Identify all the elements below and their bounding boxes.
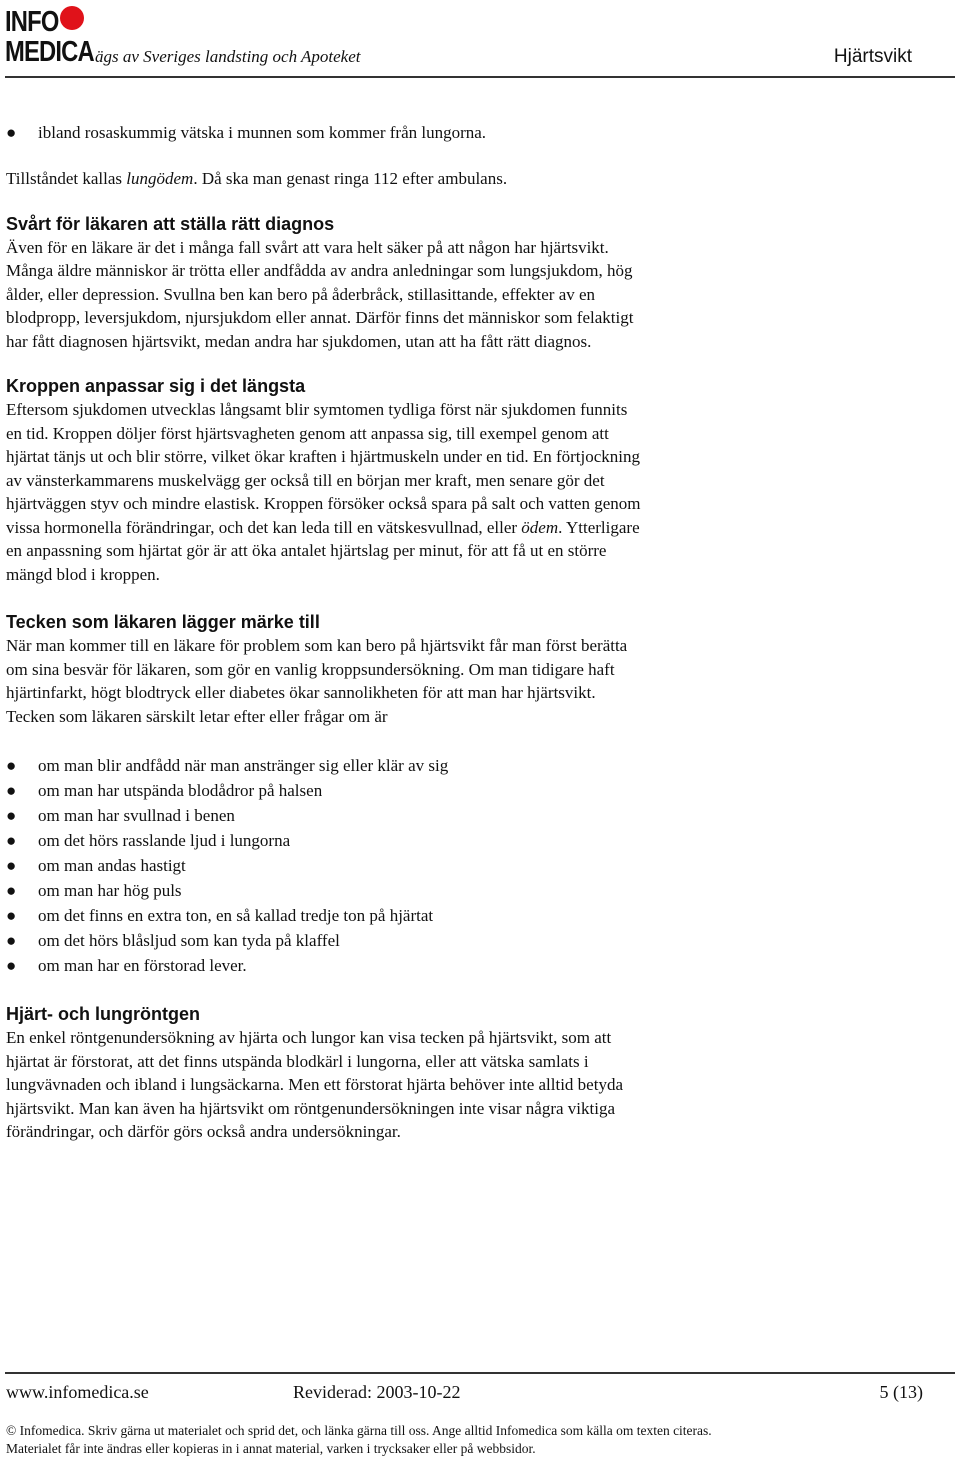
list-item: ● om det hörs rasslande ljud i lungorna bbox=[6, 828, 646, 853]
section-heading-diagnos: Svårt för läkaren att ställa rätt diagnos bbox=[6, 213, 335, 234]
section-heading-anpassar: Kroppen anpassar sig i det längsta bbox=[6, 376, 306, 396]
bullet-icon: ● bbox=[6, 931, 17, 950]
list-item: ● om man andas hastigt bbox=[6, 853, 646, 878]
bullet-icon: ● bbox=[6, 806, 17, 825]
footer-revised-date: Reviderad: 2003-10-22 bbox=[293, 1382, 461, 1402]
infomedica-logo[interactable] bbox=[5, 6, 94, 68]
list-item: ● om det hörs blåsljud som kan tyda på klaffel bbox=[6, 928, 646, 953]
bullet-icon: ● bbox=[6, 831, 17, 850]
document-title: Hjärtsvikt bbox=[833, 46, 912, 67]
page-number: 5 (13) bbox=[879, 1382, 923, 1402]
paragraph-tecken: När man kommer till en läkare för problem som kan bero på hjärtsvikt får man först berätta om sina besvär för läkaren, som gör en vanlig kroppsundersökning. Om man tidigare haft hjärtinfarkt, högt blodtryck eller diabetes ökar sannolikheten för att man har hjärtsvikt. Tecken som läkaren särskilt letar efter eller frågar om är bbox=[6, 636, 628, 726]
paragraph-diagnos: Även för en läkare är det i många fall svårt att vara helt säker på att någon har hjärtsvikt. Många äldre människor är trötta eller andfådda av andra anledningar som lungsjukdom, hög ålder, eller depression. Svullna ben kan bero på åderbråck, stillasittande, effekter av en blodpropp, leversjukdom, njursjukdom eller annat. Därför finns det människor som felaktigt har fått diagnosen hjärtsvikt, medan andra har sjukdomen, utan att ha fått rätt diagnos. bbox=[6, 237, 634, 351]
paragraph-rontgen: En enkel röntgenundersökning av hjärta och lungor kan visa tecken på hjärtsvikt, som att hjärtat är förstorat, att det finns utspända blodkärl i lungorna, eller att vätska samlats i lungvävnaden och ibland i lungsäckarna. Men ett förstorat hjärta behöver inte alltid betyda hjärtsvikt. Man kan även ha hjärtsvikt om röntgenundersökningen inte visar några viktiga förändringar, och därför görs också andra undersökningar. bbox=[6, 1028, 623, 1141]
bullet-icon: ● bbox=[6, 756, 17, 775]
header-tagline: ägs av Sveriges landsting och Apoteket bbox=[95, 47, 361, 66]
list-item-top: ● ibland rosaskummig vätska i munnen som kommer från lungorna. bbox=[6, 120, 646, 145]
header-divider bbox=[5, 76, 955, 78]
footer-divider bbox=[5, 1372, 955, 1374]
logo-line-2: MEDICA bbox=[5, 36, 94, 68]
list-item: ● om man har hög puls bbox=[6, 878, 646, 903]
logo-red-dot bbox=[60, 6, 84, 30]
footer-url-link[interactable]: www.infomedica.se bbox=[6, 1382, 149, 1402]
list-item: ● om man har utspända blodådror på halsen bbox=[6, 778, 646, 803]
paragraph-anpassar: Eftersom sjukdomen utvecklas långsamt blir symtomen tydliga först när sjukdomen funnits en tid. Kroppen döljer först hjärtsvagheten genom att anpassa sig, till exempel genom att hjärtat tänjs ut och blir större, vilket ökar kraften i hjärtmuskeln under en tid. En förtjockning av vänsterkammarens muskelvägg ger också till en början mer kraft, men senare gör det hjärtväggen styv och mindre elastisk. Kroppen försöker också spara på salt och vatten genom vissa hormonella förändringar, och det kan leda till en vätskesvullnad, eller ödem. Ytterligare en anpassning som hjärtat gör är att öka antalet hjärtslag per minut, för att få ut en större mängd blod i kroppen. bbox=[6, 400, 641, 584]
bullet-icon: ● bbox=[6, 856, 17, 875]
main-content bbox=[6, 120, 646, 1144]
list-item: ● om det finns en extra ton, en så kallad tredje ton på hjärtat bbox=[6, 903, 646, 928]
footer-copyright: © Infomedica. Skriv gärna ut materialet och sprid det, och länka gärna till oss. Ange alltid Infomedica som källa om texten citeras. bbox=[6, 1423, 712, 1438]
logo-line-1: INFO bbox=[5, 6, 59, 38]
bullet-icon: ● bbox=[6, 956, 17, 975]
list-item: ● om man blir andfådd när man anstränger sig eller klär av sig bbox=[6, 753, 646, 778]
section-heading-tecken: Tecken som läkaren lägger märke till bbox=[6, 612, 320, 632]
footer-notice: Materialet får inte ändras eller kopieras in i annat material, varken i trycksaker eller på webbsidor. bbox=[6, 1441, 536, 1456]
bullet-icon: ● bbox=[6, 906, 17, 925]
paragraph-lungodem: Tillståndet kallas lungödem. Då ska man genast ringa 112 efter ambulans. bbox=[6, 169, 508, 188]
list-item: ● om man har en förstorad lever. bbox=[6, 953, 646, 978]
bullet-icon: ● bbox=[6, 781, 17, 800]
list-item: ● om man har svullnad i benen bbox=[6, 803, 646, 828]
bullet-icon: ● bbox=[6, 123, 17, 142]
page-header bbox=[0, 0, 960, 80]
section-heading-rontgen: Hjärt- och lungröntgen bbox=[6, 1004, 200, 1024]
bullet-icon: ● bbox=[6, 881, 17, 900]
signs-list bbox=[6, 753, 646, 978]
